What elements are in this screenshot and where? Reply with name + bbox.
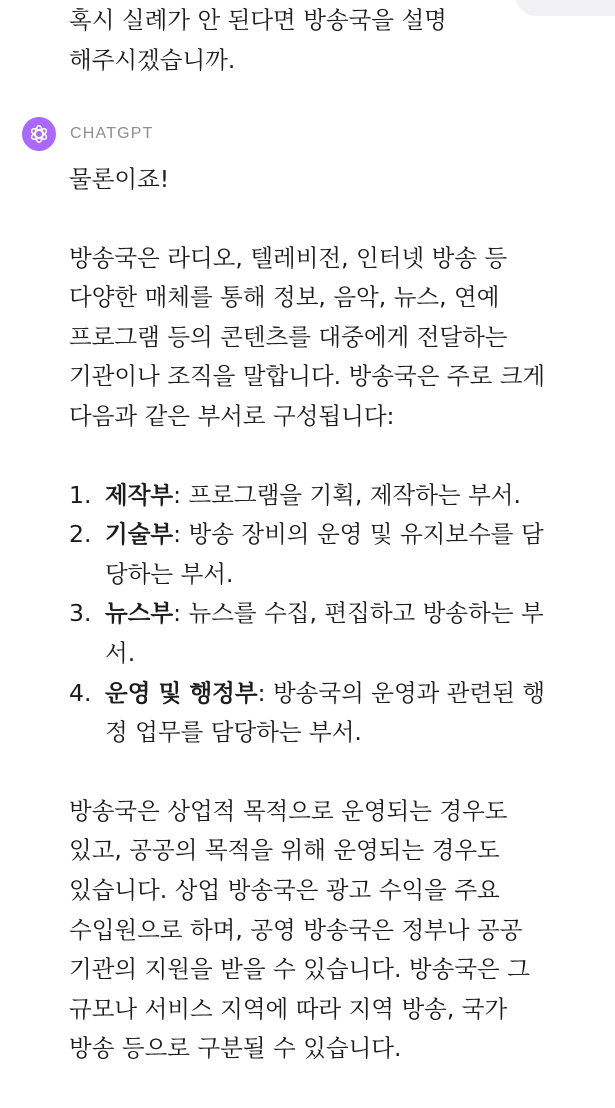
assistant-avatar [22,117,56,151]
department-desc: 정 업무를 담당하는 부서. [105,718,362,747]
intro-line: 프로그램 등의 콘텐츠를 대중에게 전달하는 [69,322,508,351]
list-number: 2. [69,520,92,549]
intro-line: 다음과 같은 부서로 구성됩니다: [69,401,395,430]
user-message-line: 혹시 실례가 안 된다면 방송국을 설명 [69,6,447,34]
department-desc: : 뉴스를 수집, 편집하고 방송하는 부 [173,599,544,628]
list-item [69,674,589,753]
list-number: 3. [69,599,92,628]
assistant-header [22,117,154,151]
department-desc: 서. [105,638,136,667]
greeting-paragraph [69,160,589,200]
openai-logo-icon [28,123,50,145]
closing-line: 규모나 서비스 지역에 따라 지역 방송, 국가 [69,994,508,1023]
department-term: 운영 및 행정부 [105,678,258,707]
intro-line: 다양한 매체를 통해 정보, 음악, 뉴스, 연예 [69,283,500,312]
list-item [69,515,589,594]
department-desc: 당하는 부서. [105,559,234,588]
department-desc: : 프로그램을 기획, 제작하는 부서. [173,480,521,509]
list-item [69,594,589,673]
user-message [69,0,469,80]
intro-line: 기관이나 조직을 말합니다. 방송국은 주로 크게 [69,362,546,391]
previous-message-bubble [515,0,615,16]
greeting-text: 물론이죠! [69,165,170,193]
list-number: 4. [69,678,92,707]
assistant-name: CHATGPT [70,125,154,142]
closing-line: 있습니다. 상업 방송국은 광고 수익을 주요 [69,875,500,904]
closing-line: 있고, 공공의 목적을 위해 운영되는 경우도 [69,836,500,865]
department-desc: : 방송 장비의 운영 및 유지보수를 담 [173,520,544,549]
user-message-line: 해주시겠습니까. [69,46,236,74]
closing-line: 방송 등으로 구분될 수 있습니다. [69,1034,402,1063]
department-term: 제작부 [105,480,174,509]
department-list [69,476,589,753]
closing-line: 수입원으로 하며, 공영 방송국은 정부나 공공 [69,915,523,944]
department-desc: : 방송국의 운영과 관련된 행 [257,678,546,707]
department-term: 뉴스부 [105,599,174,628]
intro-paragraph [69,239,589,437]
list-item [69,476,589,516]
closing-line: 기관의 지원을 받을 수 있습니다. 방송국은 그 [69,955,530,984]
department-term: 기술부 [105,520,174,549]
closing-line: 방송국은 상업적 목적으로 운영되는 경우도 [69,796,508,825]
list-number: 1. [69,480,92,509]
intro-line: 방송국은 라디오, 텔레비전, 인터넷 방송 등 [69,243,508,272]
closing-paragraph [69,792,589,1069]
assistant-reply [69,160,589,1108]
